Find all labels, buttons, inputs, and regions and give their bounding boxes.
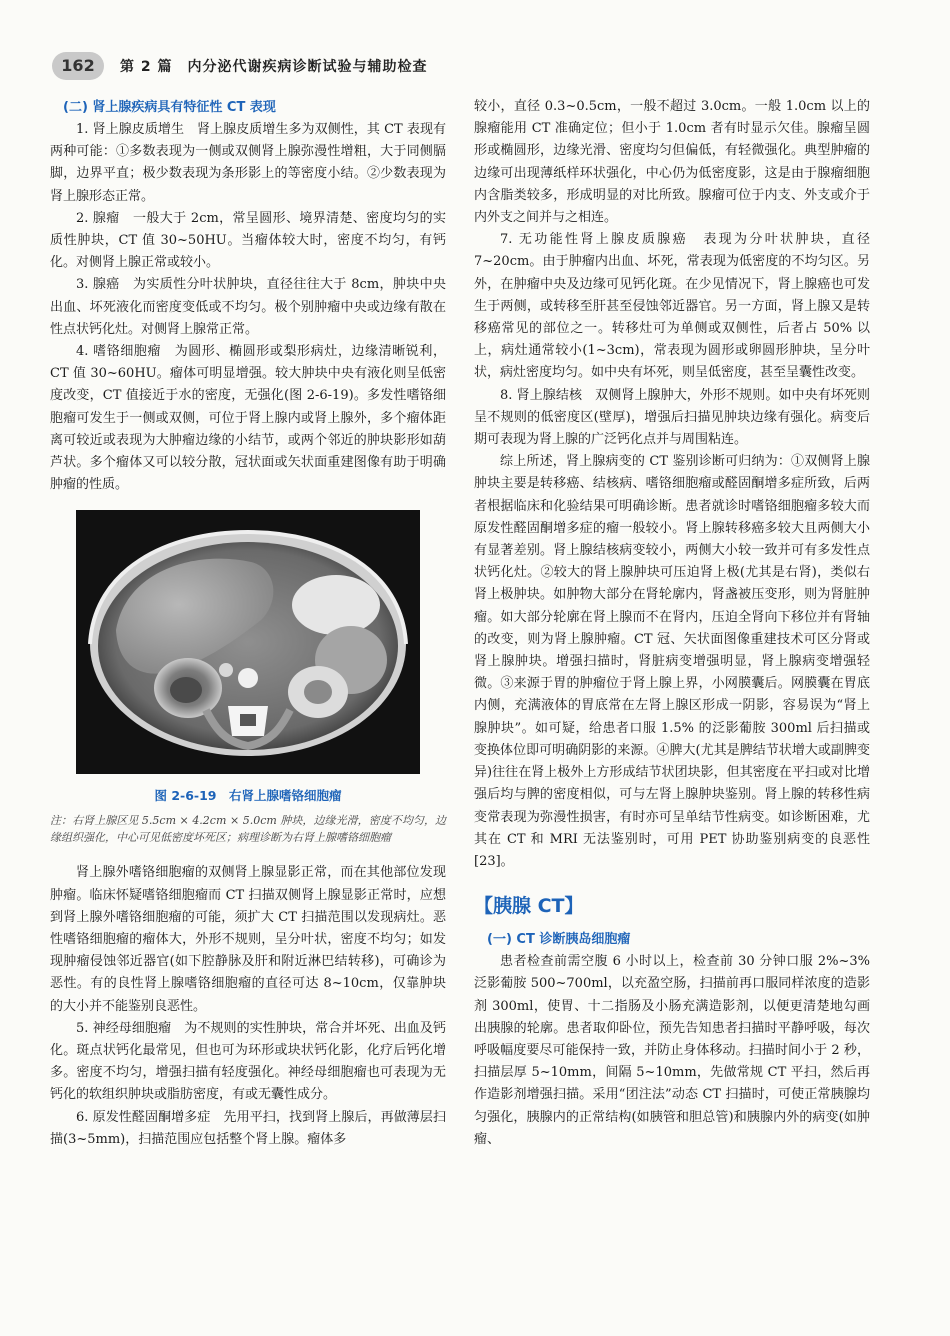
- page-header: [52, 52, 912, 82]
- paragraph-carcinoma: 3. 腺癌 为实质性分叶状肿块，直径往往大于 8cm，肿块中央出血、坏死液化而密度变低或不均匀。极个别肿瘤中央或边缘有散在性点状钙化灶。对侧肾上腺常正常。: [50, 277, 446, 337]
- paragraph-extra-adrenal: 肾上腺外嗜铬细胞瘤的双侧肾上腺显影正常，而在其他部位发现肿瘤。临床怀疑嗜铬细胞瘤而 CT 扫描双侧肾上腺显影正常时，应想到肾上腺外嗜铬细胞瘤的可能，须扩大 CT 扫描范围以发现病灶。恶性嗜铬细胞瘤的瘤体大，外形不规则，呈分叶状，密度不均匀；如发现肿瘤侵蚀邻近器官(如下腔静脉及肝和附近淋巴结转移)，可确诊为恶性。有的良性肾上腺嗜铬细胞瘤的直径可达 8~10cm，仅靠肿块的大小并不能鉴别良恶性。: [50, 865, 446, 1014]
- figure-note: 注：右肾上腺区见 5.5cm × 4.2cm × 5.0cm 肿块，边缘光滑，密度不均匀，边缘组织强化，中心可见低密度坏死区；病理诊断为右肾上腺嗜铬细胞瘤: [50, 814, 446, 845]
- subsection-heading: (一) CT 诊断胰岛细胞瘤: [487, 932, 631, 948]
- figure-caption: 图 2-6-19 右肾上腺嗜铬细胞瘤: [154, 788, 342, 804]
- paragraph-summary: 综上所述，肾上腺病变的 CT 鉴别诊断可归纳为：①双侧肾上腺肿块主要是转移癌、结核病、嗜铬细胞瘤或醛固酮增多症所致，后两者根据临床和化验结果可明确诊断。患者就诊时嗜铬细胞瘤多较大而原发性醛固酮增多症的瘤一般较小。肾上腺转移癌多较大且两侧大小有显著差别。肾上腺结核病变较小，两侧大小较一致并可有多发性点状钙化灶。②较大的肾上腺肿块可压迫肾上极(尤其是右肾)，类似右肾上极肿块。如肿物大部分在肾轮廓内，肾盏被压变形，则为肾脏肿瘤。如大部分轮廓在肾上腺而不在肾内，压迫全肾向下移位并有肾轴的改变，则为肾上腺肿瘤。CT 冠、矢状面图像重建技术可区分肾或肾上腺肿块。增强扫描时，肾脏病变增强明显，肾上腺病变增强轻微。③来源于胃的肿瘤位于肾上腺上界，小网膜囊后。网膜囊在胃底内侧，充满液体的胃底常在左肾上腺区形成一阴影，容易误为“肾上腺肿块”。如可疑，给患者口服 1.5% 的泛影葡胺 300ml 后扫描或变换体位即可明确阴影的来源。④脾大(尤其是脾结节状增大或副脾变异)往往在肾上极外上方形成结节状团块影，但其密度在平扫或对比增强后均与脾的密度相似，可与左肾上腺肿块鉴别。肾上腺的转移性病变常表现为弥漫性损害，有时亦可呈单结节性病变。如诊断困难，尤其在 CT 和 MRI 无法鉴别时，可用 PET 协助鉴别病变的良恶性[23]。: [474, 454, 870, 869]
- pancreas-section-title: 【胰腺 CT】: [474, 895, 584, 918]
- paragraph-tuberculosis: 8. 肾上腺结核 双侧肾上腺肿大，外形不规则。如中央有坏死则呈不规则的低密度区(壁厚)，增强后扫描见肿块边缘有强化。病变后期可表现为肾上腺的广泛钙化点并与周围粘连。: [474, 387, 870, 448]
- section-heading: (二) 肾上腺疾病具有特征性 CT 表现: [63, 100, 276, 115]
- left-column: [50, 96, 446, 1151]
- ct-scan-image: [76, 510, 420, 774]
- running-title: 第 2 篇 内分泌代谢疾病诊断试验与辅助检查: [120, 59, 428, 75]
- paragraph-neuroblastoma: 5. 神经母细胞瘤 为不规则的实性肿块，常合并坏死、出血及钙化。斑点状钙化最常见，但也可为环形或块状钙化影，化疗后钙化增多。密度不均匀，增强扫描有轻度强化。神经母细胞瘤也可表现为无钙化的软组织肿块或脂肪密度，有或无囊性成分。: [50, 1020, 446, 1103]
- paragraph-aldosteronism: 6. 原发性醛固酮增多症 先用平扫，找到肾上腺后，再做薄层扫描(3~5mm)，扫描范围应包括整个肾上腺。瘤体多: [50, 1109, 446, 1147]
- paragraph-adenoma-size: 较小，直径 0.3~0.5cm，一般不超过 3.0cm。一般 1.0cm 以上的腺瘤能用 CT 准确定位；但小于 1.0cm 者有时显示欠佳。腺瘤呈圆形或椭圆形，边缘光滑、密度均匀但偏低，有轻微强化。典型肿瘤的边缘可出现薄纸样环状强化，中心仍为低密度影，这是由于腺瘤细胞内含脂类较多，形成明显的对比所致。腺瘤可位于内支、外支或介于内外支之间并与之相连。: [474, 99, 870, 226]
- right-column: [474, 96, 870, 1151]
- paragraph-adenoma: 2. 腺瘤 一般大于 2cm，常呈圆形、境界清楚、密度均匀的实质性肿块，CT 值 30~50HU。当瘤体较大时，密度不均匀，有钙化。对侧肾上腺正常或较小。: [50, 210, 446, 271]
- paragraph-islet-cell-tumor: 患者检查前需空腹 6 小时以上，检查前 30 分钟口服 2%~3% 泛影葡胺 500~700ml，以充盈空肠，扫描前再口服同样浓度的造影剂 300ml，使胃、十二指肠及小肠充满造影剂，以便更清楚地勾画出胰腺的轮廓。患者取仰卧位，预先告知患者扫描时平静呼吸，每次呼吸幅度要尽可能保持一致，并防止身体移动。扫描时间小于 2 秒，扫描层厚 5~10mm，间隔 5~10mm，先做常规 CT 平扫，然后再作造影剂增强扫描。采用“团注法”动态 CT 扫描时，可使正常胰腺均匀强化，胰腺内的正常结构(如胰管和胆总管)和胰腺内外的病变(如肿瘤、: [474, 954, 870, 1147]
- page-number: 162: [52, 52, 104, 80]
- paragraph-nonfunctional-carcinoma: 7. 无功能性肾上腺皮质腺癌 表现为分叶状肿块，直径 7~20cm。由于肿瘤内出血、坏死，常表现为低密度的不均匀区。另外，在肿瘤中央及边缘可见钙化斑。在少见情况下，肾上腺癌也可发生于两侧，或转移至肝甚至侵蚀邻近器官。另一方面，肾上腺又是转移癌常见的部位之一。转移灶可为单侧或双侧性，后者占 50% 以上，病灶通常较小(1~3cm)，常表现为圆形或卵圆形肿块，呈分叶状，病灶密度均匀。如中央有坏死，则呈低密度，甚至呈囊性改变。: [474, 232, 870, 381]
- paragraph-pheochromocytoma: 4. 嗜铬细胞瘤 为圆形、椭圆形或梨形病灶，边缘清晰锐利，CT 值 30~60HU。瘤体可明显增强。较大肿块中央有液化则呈低密度改变，CT 值接近于水的密度，无强化(图 2-6-19)。多发性嗜铬细胞瘤可发生于一侧或双侧，可位于肾上腺内或肾上腺外，多个瘤体距离可较近或表现为大肿瘤边缘的小结节，或两个邻近的肿块影形如葫芦状。多个瘤体又可以较分散，冠状面或矢状面重建图像有助于明确肿瘤的性质。: [50, 344, 446, 493]
- paragraph-adrenal-hyperplasia: 1. 肾上腺皮质增生 肾上腺皮质增生多为双侧性，其 CT 表现有两种可能：①多数表现为一侧或双侧肾上腺弥漫性增粗，大于同侧膈脚，边界平直；极少数表现为条形影上的等密度小结。②少数表现为肾上腺形态正常。: [50, 122, 446, 204]
